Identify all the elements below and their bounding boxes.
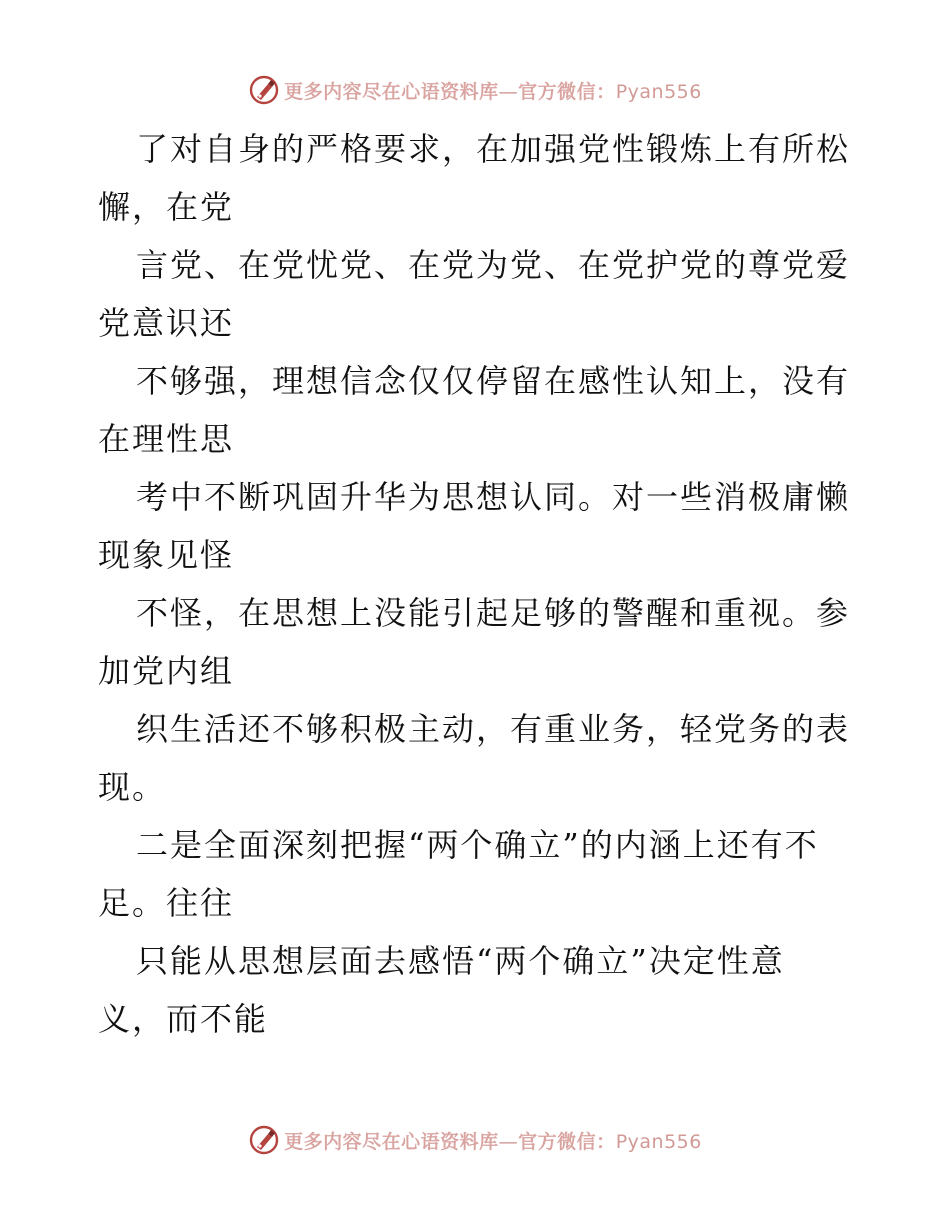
body-line: 懈，在党 [98, 188, 235, 226]
body-line: 只能从思想层面去感悟“两个确立”决定性意 [136, 942, 785, 980]
pen-nib-circle-icon [248, 74, 280, 106]
footer-wechat-id: Pyan556 [615, 1130, 702, 1153]
body-line: 加党内组 [98, 652, 235, 690]
body-line: 足。往往 [98, 884, 235, 922]
header-wechat-label: 官方微信： [518, 80, 616, 103]
footer-wechat-label: 官方微信： [518, 1130, 616, 1153]
body-line: 现象见怪 [98, 536, 235, 574]
header-site-text: 更多内容尽在心语资料库 [284, 80, 499, 103]
header-wechat-id: Pyan556 [615, 80, 702, 103]
body-line: 言党、在党忧党、在党为党、在党护党的尊党爱 [136, 246, 851, 284]
pen-nib-circle-icon [248, 1124, 280, 1156]
header-separator: — [498, 80, 519, 103]
body-line: 在理性思 [98, 420, 235, 458]
body-line: 了对自身的严格要求，在加强党性锻炼上有所松 [136, 130, 851, 168]
footer-site-text: 更多内容尽在心语资料库 [284, 1130, 499, 1153]
body-line: 考中不断巩固升华为思想认同。对一些消极庸懒 [136, 478, 851, 516]
footer-separator: — [498, 1130, 519, 1153]
footer-banner [0, 1120, 950, 1160]
body-line: 不怪，在思想上没能引起足够的警醒和重视。参 [136, 594, 851, 632]
body-line: 义，而不能 [98, 1000, 269, 1038]
header-banner [0, 70, 950, 110]
footer-text [284, 1127, 702, 1154]
body-line: 现。 [98, 768, 167, 806]
document-body [98, 120, 858, 1048]
body-line: 二是全面深刻把握“两个确立”的内涵上还有不 [136, 826, 819, 864]
body-line: 党意识还 [98, 304, 235, 342]
body-line: 不够强，理想信念仅仅停留在感性认知上，没有 [136, 362, 851, 400]
header-text [284, 77, 702, 104]
body-line: 织生活还不够积极主动，有重业务，轻党务的表 [136, 710, 851, 748]
